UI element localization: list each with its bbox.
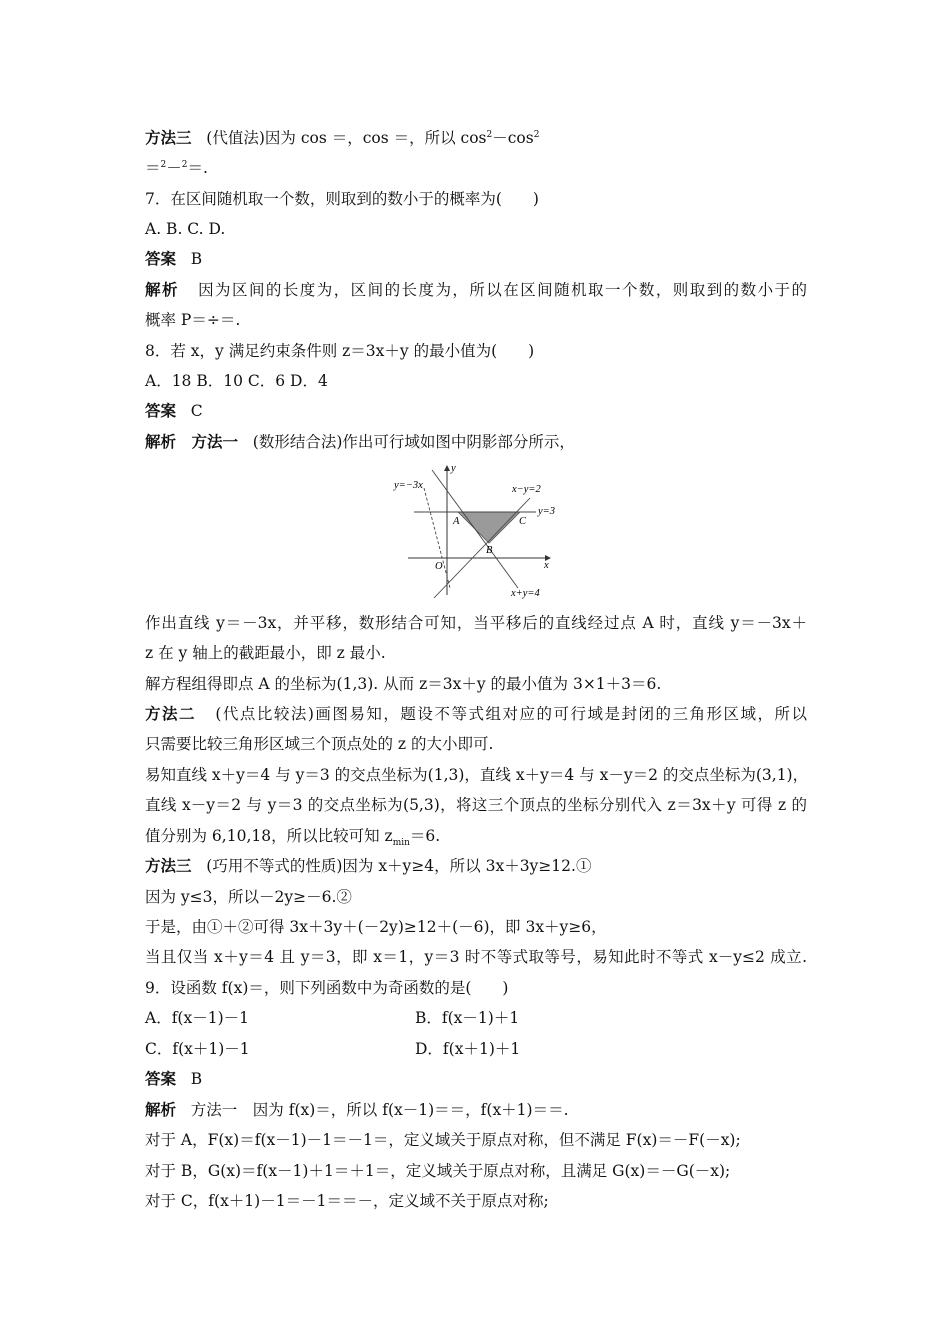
method2-line2: 只需要比较三角形区域三个顶点处的 z 的大小即可.	[145, 735, 494, 753]
solution-9-line2: 对于 A，F(x)＝f(x－1)－1＝－1＝，定义域关于原点对称，但不满足 F(x)＝－F(－x);	[145, 1131, 741, 1149]
label-point-b: B	[486, 545, 493, 556]
exponent: 2	[533, 129, 540, 140]
method2-line1	[145, 703, 807, 725]
solution-9-line4: 对于 C，f(x＋1)－1＝－1＝＝－，定义域不关于原点对称;	[145, 1192, 549, 1210]
method3-result-line	[145, 157, 807, 179]
question-9-options-row2	[145, 1038, 807, 1060]
answer-label: 答案	[145, 1070, 177, 1088]
option-a: A．f(x－1)－1	[145, 1009, 249, 1027]
solution-9-line1	[145, 1099, 807, 1121]
answer-8	[145, 400, 807, 422]
text: 值分别为 6,10,18，所以比较可知 z	[145, 827, 393, 845]
option-b: B．f(x－1)＋1	[415, 1009, 520, 1027]
text: ＝.	[187, 159, 208, 177]
subscript: min	[392, 838, 410, 849]
method2-line5	[145, 825, 807, 847]
question-7: 7．在区间随机取一个数，则取到的数小于的概率为( )	[145, 190, 539, 208]
solution-9-line3: 对于 B，G(x)＝f(x－1)＋1＝＋1＝，定义域关于原点对称，且满足 G(x)＝－G(－x);	[145, 1162, 731, 1180]
answer-label: 答案	[145, 250, 177, 268]
exponent: 2	[486, 129, 493, 140]
method3b-line4: 当且仅当 x＋y＝4 且 y＝3，即 x＝1，y＝3 时不等式取等号，易知此时不等式 x－y≤2 成立.	[145, 948, 807, 966]
feasible-region-figure	[390, 460, 565, 600]
text: －	[166, 159, 182, 177]
text: ＝	[145, 159, 161, 177]
answer-value: C	[190, 402, 203, 420]
text: ＝6.	[409, 827, 441, 845]
method1-line2: z 在 y 轴上的截距最小，即 z 最小.	[145, 644, 386, 662]
solution-8-method1	[145, 431, 807, 453]
method-label: 方法三	[145, 857, 192, 875]
label-y3: y=3	[538, 506, 555, 517]
solution-label: 解析	[145, 281, 179, 299]
question-8-options: A．18 B．10 C．6 D．4	[145, 372, 328, 390]
label-origin: O	[435, 561, 443, 572]
answer-9	[145, 1068, 807, 1090]
shaded-feasible-region	[458, 512, 520, 543]
method3b-line3: 于是，由①＋②可得 3x＋3y＋(－2y)≥12＋(－6)，即 3x＋y≥6，	[145, 918, 607, 936]
method2-line3: 易知直线 x＋y＝4 与 y＝3 的交点坐标为(1,3)，直线 x＋y＝4 与 x－y＝2 的交点坐标为(3,1)，	[145, 766, 809, 784]
text: (巧用不等式的性质)因为 x＋y≥4，所以 3x＋3y≥12.①	[206, 857, 592, 875]
label-point-c: C	[519, 516, 527, 527]
method1-line1: 作出直线 y＝－3x，并平移，数形结合可知，当平移后的直线经过点 A 时，直线 y＝－3x＋	[145, 614, 807, 632]
text: 方法一 因为 f(x)＝，所以 f(x－1)＝＝，f(x＋1)＝＝.	[190, 1101, 569, 1119]
text: －cos	[492, 129, 534, 147]
method3-line	[145, 127, 807, 149]
label-x-plus-y: x+y=4	[511, 588, 540, 599]
answer-value: B	[190, 250, 203, 268]
solution-label: 解析	[145, 1101, 177, 1119]
solution-label: 解析 方法一	[145, 433, 239, 451]
method3b-line1	[145, 855, 807, 877]
option-c: C．f(x＋1)－1	[145, 1040, 250, 1058]
question-7-options: A. B. C. D.	[145, 220, 226, 238]
solution-7	[145, 279, 807, 301]
question-8: 8．若 x，y 满足约束条件则 z＝3x＋y 的最小值为( )	[145, 342, 535, 360]
line-y-neg3x	[424, 488, 450, 588]
solution-7-cont: 概率 P＝÷＝.	[145, 311, 241, 329]
text: (代点比较法)画图易知，题设不等式组对应的可行域是封闭的三角形区域，所以	[215, 705, 807, 723]
method3b-line2: 因为 y≤3，所以－2y≥－6.②	[145, 888, 352, 906]
answer-7	[145, 248, 807, 270]
method-label: 方法三	[145, 129, 192, 147]
method1-line3: 解方程组得即点 A 的坐标为(1,3). 从而 z＝3x＋y 的最小值为 3×1＋3＝6.	[145, 675, 662, 693]
label-point-a: A	[453, 516, 460, 527]
label-x-minus-y: x−y=2	[512, 484, 541, 495]
answer-value: B	[190, 1070, 203, 1088]
option-d: D．f(x＋1)＋1	[415, 1040, 521, 1058]
text: 因为区间的长度为，区间的长度为，所以在区间随机取一个数，则取到的数小于的	[198, 281, 807, 299]
exponent: 2	[160, 159, 167, 170]
exponent: 2	[181, 159, 188, 170]
text: (代值法)因为 cos ＝，cos ＝，所以 cos	[206, 129, 487, 147]
answer-label: 答案	[145, 402, 177, 420]
question-9: 9．设函数 f(x)＝，则下列函数中为奇函数的是( )	[145, 979, 509, 997]
text: (数形结合法)作出可行域如图中阴影部分所示，	[252, 433, 575, 451]
method2-line4: 直线 x－y＝2 与 y＝3 的交点坐标为(5,3)，将这三个顶点的坐标分别代入 z＝3x＋y 可得 z 的	[145, 796, 807, 814]
question-9-options-row1	[145, 1007, 807, 1029]
label-x-axis: x	[544, 560, 549, 571]
label-y-neg3x: y=−3x	[394, 480, 423, 491]
label-y-axis: y	[451, 463, 456, 474]
method-label: 方法二	[145, 705, 197, 723]
line-x-plus-y-4	[432, 470, 518, 588]
